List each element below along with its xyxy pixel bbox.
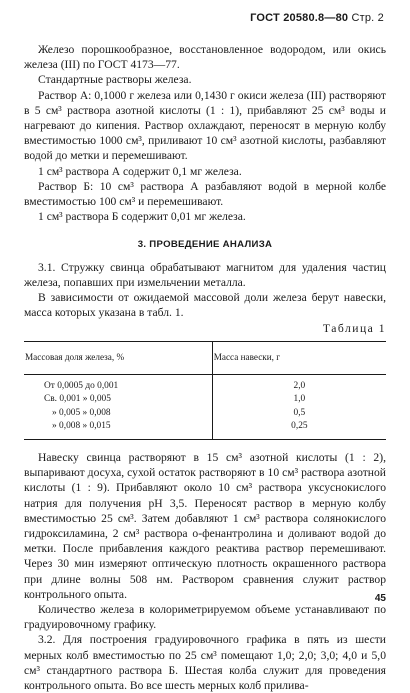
table-1 — [24, 341, 386, 440]
table-header-sample-mass: Масса навески, г — [212, 341, 386, 374]
paragraph: Раствор Б: 10 см³ раствора А разбавляют водой в мерной колбе вместимостью 100 см³ и перемешивают. — [24, 179, 386, 209]
paragraph: Железо порошкообразное, восстановленное водородом, или окись железа (III) по ГОСТ 4173—77. — [24, 43, 386, 72]
section-title: 3. ПРОВЕДЕНИЕ АНАЛИЗА — [137, 239, 273, 251]
paragraph: 3.2. Для построения градуировочного графика в пять из шести мерных колб вместимостью по 25 см³ помещают 1,0; 2,0; 3,0; 4,0 и 5,0 см³ стандартного раствора Б. Шестая колба служит для проведения контрольного опыта. Во все шесть мерных колб прилива- — [24, 633, 386, 693]
table-row — [24, 407, 386, 421]
mass-cell: 0,25 — [212, 420, 386, 439]
paragraph: В зависимости от ожидаемой массовой доли железа берут навески, масса которых указана в табл. 1. — [24, 291, 386, 320]
paragraph: Количество железа в колориметрируемом объеме устанавливают по градуировочному графику. — [24, 603, 386, 632]
table-header-mass-fraction: Массовая доля железа, % — [24, 341, 212, 374]
range-cell: » 0,005 » 0,008 — [24, 407, 212, 421]
page-label: Стр. 2 — [351, 12, 384, 24]
mass-cell: 0,5 — [293, 407, 306, 418]
range-cell: Св. 0,001 » 0,005 — [24, 393, 212, 407]
table-row — [24, 420, 386, 439]
table-caption: Таблица 1 — [322, 322, 386, 336]
document-body — [24, 42, 386, 693]
mass-cell: 2,0 — [293, 380, 306, 391]
standard-number: ГОСТ 20580.8—80 — [250, 12, 349, 24]
table-row — [24, 374, 386, 393]
paragraph: Навеску свинца растворяют в 15 см³ азотной кислоты (1 : 2), выпаривают досуха, сухой остаток растворяют в 10 см³ раствора азотной кислоты (1 : 9). Прибавляют около 10 см³ раствора уксуснокислого натрия для получения рН 3,5. Переносят раствор в мерную колбу вместимостью 25 см³. Затем добавляют 1 см³ раствора солянокислого гидроксиламина, 2 см³ раствора о-фенантролина и доливают водой до метки. После прибавления каждого реактива раствор перемешивают. Через 30 мин измеряют оптическую плотность окрашенного раствора при длине волны 508 нм. Раствором сравнения служит раствор контрольного опыта. — [24, 451, 386, 601]
range-cell: » 0,008 » 0,015 — [24, 420, 212, 439]
paragraph: 1 см³ раствора Б содержит 0,01 мг железа. — [38, 210, 246, 224]
table-row — [24, 393, 386, 407]
page-number: 45 — [374, 593, 386, 604]
page-header — [250, 12, 384, 24]
paragraph: Стандартные растворы железа. — [38, 73, 192, 87]
paragraph: 1 см³ раствора А содержит 0,1 мг железа. — [38, 164, 242, 178]
paragraph: Раствор А: 0,1000 г железа или 0,1430 г окиси железа (III) растворяют в 5 см³ раствора азотной кислоты (1 : 1), прибавляют 25 см³ воды и нагревают до кипения. Раствор охлаждают, переносят в мерную колбу вместимостью 1000 см³, приливают 10 см³ азотной кислоты, разбавляют водой до метки и перемешивают. — [24, 88, 386, 163]
range-cell: От 0,0005 до 0,001 — [24, 374, 212, 393]
mass-cell: 1,0 — [293, 394, 306, 405]
paragraph: 3.1. Стружку свинца обрабатывают магнитом для удаления частиц железа, попавших при измельчении металла. — [24, 260, 386, 289]
